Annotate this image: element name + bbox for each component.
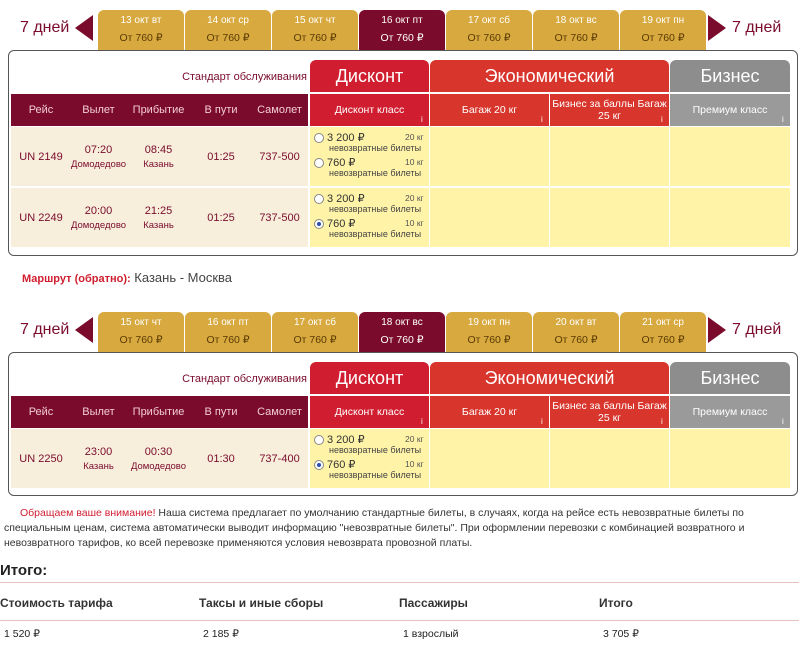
baggage-allowance: 20 кг xyxy=(405,132,424,142)
arrival-airport: Казань xyxy=(143,158,174,170)
col-aircraft-header: Самолет xyxy=(251,94,308,126)
divider xyxy=(0,582,799,583)
discount-class-header: Дисконт класс xyxy=(310,94,429,126)
departure-airport: Казань xyxy=(83,460,114,472)
baggage-allowance: 10 кг xyxy=(405,157,424,167)
date-tab-day: 20 окт xyxy=(555,317,585,328)
date-tab-day: 16 окт xyxy=(381,15,410,26)
date-tab-price: От 760 ₽ xyxy=(380,334,424,346)
date-tab-weekday: пн xyxy=(499,317,511,328)
fare-price: 3 200 ₽ xyxy=(327,434,365,446)
date-tab[interactable] xyxy=(185,10,271,52)
service-standard-label: Стандарт обслуживания xyxy=(182,71,307,83)
date-tab-date xyxy=(272,317,358,328)
baggage-allowance: 10 кг xyxy=(405,218,424,228)
date-tab[interactable] xyxy=(98,312,184,354)
fare-radio[interactable] xyxy=(314,158,324,168)
date-tab[interactable] xyxy=(620,10,706,52)
fare-price: 760 ₽ xyxy=(327,157,356,169)
aircraft: 737-500 xyxy=(251,127,308,186)
next-week-label: 7 дней xyxy=(732,19,782,36)
arrival-time: 08:45 xyxy=(144,143,173,156)
discount-fare-cell xyxy=(310,127,429,186)
discount-fare-cell xyxy=(310,188,429,247)
economy-bag-fare-cell[interactable] xyxy=(430,429,549,488)
total-taxes-value: 2 185 ₽ xyxy=(203,628,239,640)
date-tab-date xyxy=(185,15,271,26)
col-duration-header: В пути xyxy=(191,396,251,428)
date-tab-weekday: пт xyxy=(238,317,249,328)
date-tab[interactable] xyxy=(272,10,358,52)
flight-number: UN 2250 xyxy=(11,429,71,488)
date-tab[interactable] xyxy=(185,312,271,354)
flight-number: UN 2149 xyxy=(11,127,71,186)
premium-fare-cell[interactable] xyxy=(670,127,790,186)
col-flight-header: Рейс xyxy=(11,396,71,428)
arrival-cell xyxy=(126,188,191,247)
return-route-value: Казань - Москва xyxy=(134,270,233,285)
date-tab-weekday: вт xyxy=(586,317,597,328)
fare-price: 760 ₽ xyxy=(327,459,356,471)
duration: 01:25 xyxy=(191,127,251,186)
economy-points-header: Бизнес за баллы Багаж 25 кг xyxy=(550,94,669,126)
category-economy: Экономический xyxy=(430,362,669,394)
date-tab-weekday: ср xyxy=(673,317,684,328)
premium-fare-cell[interactable] xyxy=(670,429,790,488)
date-tab-weekday: сб xyxy=(325,317,337,328)
category-economy: Экономический xyxy=(430,60,669,92)
date-tab-weekday: пн xyxy=(673,15,685,26)
date-tab-date xyxy=(446,15,532,26)
premium-class-header: Премиум класс xyxy=(670,396,790,428)
col-aircraft-header: Самолет xyxy=(251,396,308,428)
aircraft: 737-500 xyxy=(251,188,308,247)
date-tab-weekday: вс xyxy=(586,15,597,26)
departure-airport: Домодедово xyxy=(70,158,127,170)
arrow-right-icon xyxy=(708,15,726,41)
date-tab-day: 17 окт xyxy=(293,317,323,328)
arrow-right-icon xyxy=(708,317,726,343)
total-title: Итого: xyxy=(0,562,48,579)
nonrefundable-label: невозвратные билеты xyxy=(329,204,422,214)
return-prev-week-label: 7 дней xyxy=(20,321,70,338)
category-business: Бизнес xyxy=(670,60,790,92)
nonrefundable-label: невозвратные билеты xyxy=(329,470,422,480)
outbound-flights-table xyxy=(8,50,798,256)
total-fare-value: 1 520 ₽ xyxy=(4,628,40,640)
total-passengers-value: 1 взрослый xyxy=(403,628,459,640)
duration: 01:30 xyxy=(191,429,251,488)
date-tab-day: 17 окт xyxy=(467,15,497,26)
date-tab-date xyxy=(185,317,271,328)
date-tab[interactable] xyxy=(446,312,532,354)
info-icon[interactable]: i xyxy=(782,417,784,426)
date-tab-day: 19 окт xyxy=(467,317,497,328)
col-duration-header: В пути xyxy=(191,94,251,126)
col-departure-header: Вылет xyxy=(71,396,126,428)
date-tab[interactable] xyxy=(272,312,358,354)
date-tab-day: 14 окт xyxy=(207,15,236,26)
arrival-cell xyxy=(126,429,191,488)
return-next-week-button[interactable] xyxy=(708,314,781,346)
return-date-nav xyxy=(0,306,799,354)
col-departure-header: Вылет xyxy=(71,94,126,126)
category-business: Бизнес xyxy=(670,362,790,394)
nonrefundable-label: невозвратные билеты xyxy=(329,445,422,455)
date-tab-weekday: вт xyxy=(151,15,162,26)
arrival-time: 00:30 xyxy=(144,445,173,458)
service-standard-label: Стандарт обслуживания xyxy=(182,373,307,385)
date-tab-price: От 760 ₽ xyxy=(119,32,163,44)
category-discount: Дисконт xyxy=(310,362,429,394)
date-tab-price: От 760 ₽ xyxy=(641,334,685,346)
total-header-taxes: Таксы и иные сборы xyxy=(199,596,324,610)
date-tab[interactable] xyxy=(98,10,184,52)
info-icon[interactable]: i xyxy=(661,115,663,124)
info-icon[interactable]: i xyxy=(541,115,543,124)
arrow-left-icon xyxy=(75,317,93,343)
date-tab-day: 15 окт xyxy=(120,317,149,328)
date-tab-weekday: чт xyxy=(151,317,162,328)
date-tab[interactable] xyxy=(533,10,619,52)
col-arrival-header: Прибытие xyxy=(126,94,191,126)
date-tab-price: От 760 ₽ xyxy=(119,334,163,346)
date-tab-date xyxy=(98,15,184,26)
return-route-label: Маршрут (обратно): xyxy=(22,273,131,285)
date-tab-day: 21 окт xyxy=(642,317,671,328)
fare-price: 3 200 ₽ xyxy=(327,132,365,144)
date-tab-date xyxy=(446,317,532,328)
notice-warning: Обращаем ваше внимание! xyxy=(20,507,156,519)
date-tab-price: От 760 ₽ xyxy=(467,32,511,44)
economy-points-fare-cell[interactable] xyxy=(550,127,669,186)
economy-bag-fare-cell[interactable] xyxy=(430,127,549,186)
notice-text: Наша система предлагает по умолчанию стандартные билеты, в случаях, когда на рейсе есть невозвратные билеты по специальным ценам, система автоматически выводит информацию "невозвратные билеты". При оформлении перевозки с комбинацией возвратного и невозвратного тарифов, ко всей перевозке применяются условия невозврата провозной платы. xyxy=(4,507,745,549)
discount-class-header: Дисконт класс xyxy=(310,396,429,428)
divider xyxy=(0,620,799,621)
fare-price: 760 ₽ xyxy=(327,218,356,230)
date-tab[interactable] xyxy=(533,312,619,354)
info-icon[interactable]: i xyxy=(782,115,784,124)
baggage-allowance: 20 кг xyxy=(405,193,424,203)
info-icon[interactable]: i xyxy=(541,417,543,426)
date-tab-price: От 760 ₽ xyxy=(554,334,598,346)
date-tab-price: От 760 ₽ xyxy=(467,334,511,346)
date-tab-day: 18 окт xyxy=(555,15,584,26)
baggage-allowance: 20 кг xyxy=(405,434,424,444)
date-tab-price: От 760 ₽ xyxy=(554,32,598,44)
date-tab-price: От 760 ₽ xyxy=(206,334,250,346)
return-next-week-label: 7 дней xyxy=(732,321,782,338)
aircraft: 737-400 xyxy=(251,429,308,488)
economy-bag-header: Багаж 20 кг xyxy=(430,94,549,126)
date-tab-price: От 760 ₽ xyxy=(380,32,424,44)
baggage-allowance: 10 кг xyxy=(405,459,424,469)
date-tab-day: 16 окт xyxy=(207,317,236,328)
next-week-button[interactable] xyxy=(708,12,781,44)
discount-fare-cell xyxy=(310,429,429,488)
departure-cell xyxy=(71,429,126,488)
date-tab-price: От 760 ₽ xyxy=(293,334,337,346)
departure-time: 23:00 xyxy=(84,445,113,458)
date-tab-weekday: вс xyxy=(412,317,423,328)
prev-week-button[interactable] xyxy=(20,12,93,44)
col-flight-header: Рейс xyxy=(11,94,71,126)
date-tab-date xyxy=(98,317,184,328)
arrow-left-icon xyxy=(75,15,93,41)
economy-bag-header: Багаж 20 кг xyxy=(430,396,549,428)
date-tab-date xyxy=(272,15,358,26)
departure-cell xyxy=(71,188,126,247)
arrival-cell xyxy=(126,127,191,186)
economy-bag-fare-cell[interactable] xyxy=(430,188,549,247)
fare-price: 3 200 ₽ xyxy=(327,193,365,205)
date-tab-weekday: пт xyxy=(412,15,423,26)
arrival-time: 21:25 xyxy=(144,204,173,217)
economy-points-header: Бизнес за баллы Багаж 25 кг xyxy=(550,396,669,428)
date-tab[interactable] xyxy=(359,312,445,356)
date-tab-date xyxy=(533,317,619,328)
date-tab-day: 18 окт xyxy=(381,317,410,328)
departure-time: 20:00 xyxy=(84,204,113,217)
date-tab-date xyxy=(359,317,445,328)
date-tab-date xyxy=(620,317,706,328)
total-header-fare: Стоимость тарифа xyxy=(0,596,113,610)
date-tab-date xyxy=(533,15,619,26)
fare-radio[interactable] xyxy=(314,460,324,470)
date-tab[interactable] xyxy=(620,312,706,354)
date-tab-price: От 760 ₽ xyxy=(293,32,337,44)
total-header-passengers: Пассажиры xyxy=(399,596,468,610)
departure-time: 07:20 xyxy=(84,143,113,156)
date-tab-day: 15 окт xyxy=(294,15,323,26)
return-route xyxy=(22,270,232,285)
duration: 01:25 xyxy=(191,188,251,247)
total-header-sum: Итого xyxy=(599,596,633,610)
date-tab[interactable] xyxy=(446,10,532,52)
economy-points-fare-cell[interactable] xyxy=(550,429,669,488)
date-tab-weekday: ср xyxy=(238,15,249,26)
total-sum-value: 3 705 ₽ xyxy=(603,628,639,640)
info-icon[interactable]: i xyxy=(661,417,663,426)
fare-radio[interactable] xyxy=(314,219,324,229)
date-tab-weekday: сб xyxy=(499,15,511,26)
nonrefundable-label: невозвратные билеты xyxy=(329,168,422,178)
arrival-airport: Казань xyxy=(143,219,174,231)
fare-radio[interactable] xyxy=(314,133,324,143)
date-tab[interactable] xyxy=(359,10,445,54)
outbound-date-nav xyxy=(0,4,799,52)
date-tab-day: 13 окт xyxy=(120,15,150,26)
departure-airport: Домодедово xyxy=(70,219,127,231)
return-flights-table xyxy=(8,352,798,496)
col-arrival-header: Прибытие xyxy=(126,396,191,428)
arrival-airport: Домодедово xyxy=(130,460,187,472)
date-tab-weekday: чт xyxy=(325,15,336,26)
premium-fare-cell[interactable] xyxy=(670,188,790,247)
info-icon[interactable]: i xyxy=(421,115,423,124)
fare-radio[interactable] xyxy=(314,194,324,204)
date-tab-date xyxy=(359,15,445,26)
notice xyxy=(0,506,799,551)
premium-class-header: Премиум класс xyxy=(670,94,790,126)
nonrefundable-label: невозвратные билеты xyxy=(329,143,422,153)
fare-radio[interactable] xyxy=(314,435,324,445)
info-icon[interactable]: i xyxy=(421,417,423,426)
departure-cell xyxy=(71,127,126,186)
flight-number: UN 2249 xyxy=(11,188,71,247)
economy-points-fare-cell[interactable] xyxy=(550,188,669,247)
category-discount: Дисконт xyxy=(310,60,429,92)
date-tab-price: От 760 ₽ xyxy=(641,32,685,44)
nonrefundable-label: невозвратные билеты xyxy=(329,229,422,239)
date-tab-price: От 760 ₽ xyxy=(206,32,250,44)
return-prev-week-button[interactable] xyxy=(20,314,93,346)
date-tab-date xyxy=(620,15,706,26)
date-tab-day: 19 окт xyxy=(641,15,671,26)
prev-week-label: 7 дней xyxy=(20,19,70,36)
